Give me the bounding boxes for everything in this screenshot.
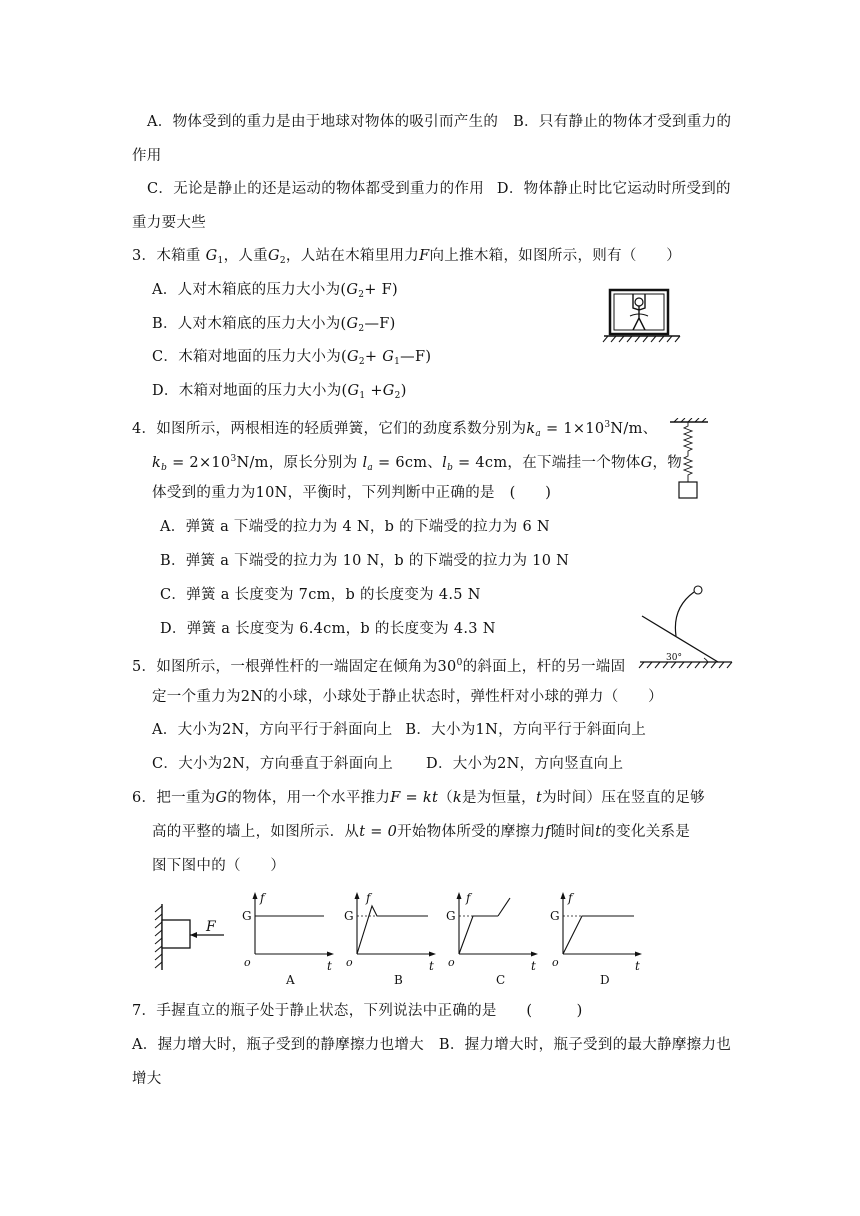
q3-option-b: B．人对木箱底的压力大小为$(G_2—F)$ <box>152 316 396 334</box>
svg-text:t: t <box>531 959 536 973</box>
q6-label-a: A <box>286 973 295 987</box>
q7-option-b: B．握力增大时，瓶子受到的最大静摩擦力也 <box>438 1037 732 1053</box>
q5-angle-label: 30° <box>666 653 682 663</box>
q3-option-a: A．人对木箱底的压力大小为$(G_2+ F)$ <box>152 282 398 300</box>
q5-option-c-line <box>152 754 623 774</box>
q6-force-label: F <box>206 919 216 935</box>
svg-text:G: G <box>550 909 560 923</box>
q4-spring-figure <box>664 418 714 504</box>
q3-stem: 3．木箱重 $G_1$，人重$G_2$，人站在木箱里用力F向上推木箱，如图所示，则有（ ） <box>132 248 682 266</box>
q6-graph-d <box>546 888 650 988</box>
q4-option-d: D．弹簧 a 长度变为 6.4cm，b 的长度变为 4.3 N <box>160 621 496 637</box>
q7-option-a-line <box>132 1035 731 1055</box>
q7-stem: 7．手握直立的瓶子处于静止状态，下列说法中正确的是 ( ) <box>132 1003 583 1019</box>
svg-text:G: G <box>446 909 456 923</box>
q5-stem-line2: 定一个重力为2N的小球，小球处于静止状态时，弹性杆对小球的弹力（ ） <box>152 689 663 705</box>
svg-text:o: o <box>448 956 455 969</box>
q5-option-a: A．大小为2N，方向平行于斜面向上 <box>152 722 393 738</box>
q6-graph-b <box>340 888 444 988</box>
svg-text:t: t <box>327 959 332 973</box>
q2-option-b: B．只有静止的物体才受到重力的 <box>513 114 732 130</box>
svg-text:G: G <box>242 909 252 923</box>
q4-stem-line3: 体受到的重力为10N，平衡时，下列判断中正确的是 ( ) <box>152 485 552 501</box>
q5-incline-figure <box>636 584 738 670</box>
q4-option-c: C．弹簧 a 长度变为 7cm，b 的长度变为 4.5 N <box>160 587 481 603</box>
svg-text:t: t <box>635 959 640 973</box>
svg-text:o: o <box>552 956 559 969</box>
svg-text:f: f <box>260 891 265 905</box>
svg-text:f: f <box>466 891 471 905</box>
q7-option-b-cont: 增大 <box>132 1071 162 1087</box>
q4-option-a: A．弹簧 a 下端受的拉力为 4 N，b 的下端受的拉力为 6 N <box>160 519 550 535</box>
svg-text:o: o <box>346 956 353 969</box>
q6-stem-line2: 高的平整的墙上，如图所示．从t = 0开始物体所受的摩擦力f随时间t的变化关系是 <box>152 824 691 840</box>
q3-option-d: D．木箱对地面的压力大小为$(G_1 +G_2)$ <box>152 383 407 401</box>
svg-text:t: t <box>429 959 434 973</box>
q5-option-d: D．大小为2N，方向竖直向上 <box>426 756 624 772</box>
svg-text:o: o <box>244 956 251 969</box>
q5-option-b: B．大小为1N，方向平行于斜面向上 <box>405 722 647 738</box>
q6-label-c: C <box>496 973 506 987</box>
q4-stem-line1: 4．如图所示，两根相连的轻质弹簧，它们的劲度系数分别为$k_a = 1\times 10^3N/m$、 <box>132 420 658 439</box>
q5-stem-line1: 5．如图所示，一根弹性杆的一端固定在倾角为$30^0$的斜面上，杆的另一端固 <box>132 658 626 675</box>
q6-stem-line3: 图下图中的（ ） <box>152 858 286 874</box>
q4-option-b: B．弹簧 a 下端受的拉力为 10 N，b 的下端受的拉力为 10 N <box>160 553 570 569</box>
q5-option-a-line <box>152 720 646 740</box>
q6-wall-figure <box>150 900 240 972</box>
q2-option-d: D．物体静止时比它运动时所受到的 <box>496 181 731 197</box>
svg-text:f: f <box>568 891 573 905</box>
q7-option-a: A．握力增大时，瓶子受到的静摩擦力也增大 <box>132 1037 424 1053</box>
q6-label-d: D <box>600 973 610 987</box>
q4-stem-line2: $k_b = 2\times 10^3N/m$，原长分别为 $l_a = 6cm$、$l_b = 4cm$，在下端挂一个物体G，物 <box>152 454 683 473</box>
q2-option-a-line <box>147 112 731 132</box>
q6-label-b: B <box>394 973 403 987</box>
q6-stem-line1: 6．把一重为G的物体，用一个水平推力F = kt（k是为恒量，t为时间）压在竖直的足够 <box>132 790 705 806</box>
q2-option-a: A．物体受到的重力是由于地球对物体的吸引而产生的 <box>147 114 499 130</box>
svg-text:G: G <box>344 909 354 923</box>
q2-option-c: C．无论是静止的还是运动的物体都受到重力的作用 <box>147 181 484 197</box>
q2-option-d-cont: 重力要大些 <box>132 215 206 231</box>
q3-box-figure <box>600 286 690 344</box>
q3-option-c: C．木箱对地面的压力大小为($G_2+$ $G_1—F$) <box>152 349 432 367</box>
q6-graph-c <box>442 888 546 988</box>
q5-option-c: C．大小为2N，方向垂直于斜面向上 <box>152 756 394 772</box>
q2-option-b-cont: 作用 <box>132 148 162 164</box>
svg-text:f: f <box>366 891 371 905</box>
q2-option-c-line <box>147 179 731 199</box>
q6-graph-a <box>238 888 342 988</box>
